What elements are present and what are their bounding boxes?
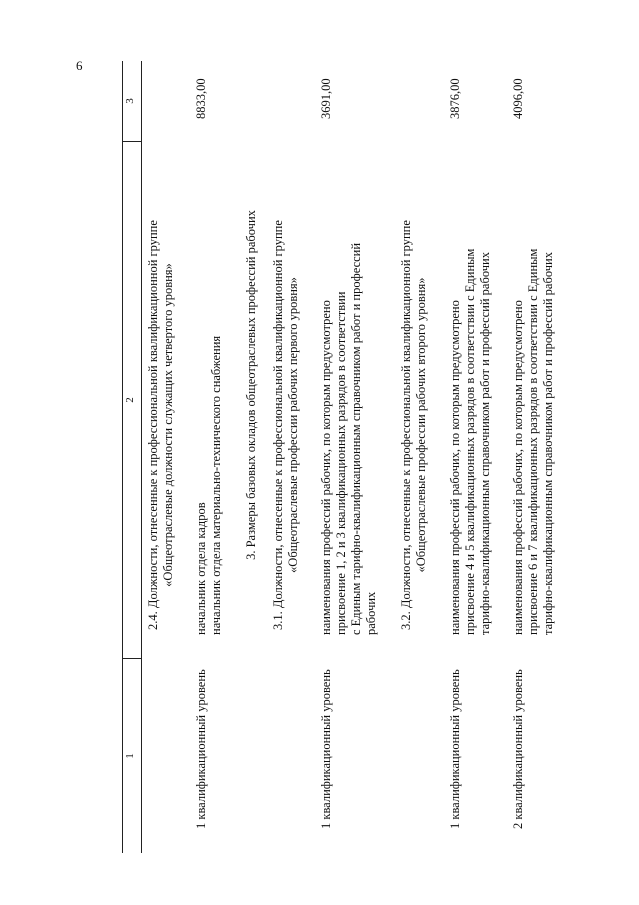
section-3-2-row-2-desc-line-1: наименования профессий рабочих, по которым предусмотрено xyxy=(511,300,525,635)
section-3-2-row-2-desc-line-2: присвоение 6 и 7 квалификационных разрядов в соответствии с Единым xyxy=(526,248,540,635)
section-3-1-desc-line-3: с Единым тарифно-квалификационным справочником работ и профессий xyxy=(349,242,363,635)
section-2-4-position-2: начальник отдела материально-технического снабжения xyxy=(209,335,223,635)
section-2-4-level: 1 квалификационный уровень xyxy=(194,669,208,829)
section-3-1-desc-line-4: рабочих xyxy=(364,591,378,635)
section-3-heading: 3. Размеры базовых окладов общеотраслевых профессий рабочих xyxy=(244,210,258,560)
table-header-rule xyxy=(141,61,142,853)
section-3-2-row-2-salary: 4096,00 xyxy=(511,78,525,119)
section-3-2-row-1-desc-line-1: наименования профессий рабочих, по которым предусмотрено xyxy=(448,300,462,635)
section-3-1-heading-line-1: 3.1. Должности, отнесенные к профессиональной квалификационной группе xyxy=(271,220,285,630)
section-3-2-row-2-desc-line-3: тарифно-квалификационным справочником работ и профессий рабочих xyxy=(541,252,555,635)
table-top-rule xyxy=(122,61,123,853)
section-3-2-row-1-salary: 3876,00 xyxy=(448,78,462,119)
page-number: 6 xyxy=(76,58,83,73)
section-3-2-row-2-level: 2 квалификационный уровень xyxy=(511,669,525,829)
section-3-1-heading-line-2: «Общеотраслевые профессии рабочих первого уровня» xyxy=(286,277,300,573)
column-number-3: 3 xyxy=(124,98,136,104)
section-3-1-level: 1 квалификационный уровень xyxy=(319,669,333,829)
column-number-2: 2 xyxy=(124,397,136,403)
section-3-2-row-1-level: 1 квалификационный уровень xyxy=(448,669,462,829)
section-3-2-row-1-desc-line-3: тарифно-квалификационным справочником работ и профессий рабочих xyxy=(478,252,492,635)
section-2-4-position-1: начальник отдела кадров xyxy=(194,502,208,635)
column-number-1: 1 xyxy=(124,753,136,759)
section-2-4-heading-line-1: 2.4. Должности, отнесенные к профессиональной квалификационной группе xyxy=(146,220,160,630)
section-2-4-salary: 8833,00 xyxy=(194,78,208,119)
section-3-1-desc-line-2: присвоение 1, 2 и 3 квалификационных разрядов в соответствии xyxy=(334,291,348,635)
section-3-2-heading-line-1: 3.2. Должности, отнесенные к профессиональной квалификационной группе xyxy=(399,220,413,630)
section-3-2-heading-line-2: «Общеотраслевые профессии рабочих второго уровня» xyxy=(414,277,428,573)
section-3-2-row-1-desc-line-2: присвоение 4 и 5 квалификационных разрядов в соответствии с Единым xyxy=(463,248,477,635)
section-2-4-heading-line-2: «Общеотраслевые должности служащих четвертого уровня» xyxy=(161,263,175,587)
section-3-1-salary: 3691,00 xyxy=(319,78,333,119)
section-3-1-desc-line-1: наименования профессий рабочих, по которым предусмотрено xyxy=(319,300,333,635)
